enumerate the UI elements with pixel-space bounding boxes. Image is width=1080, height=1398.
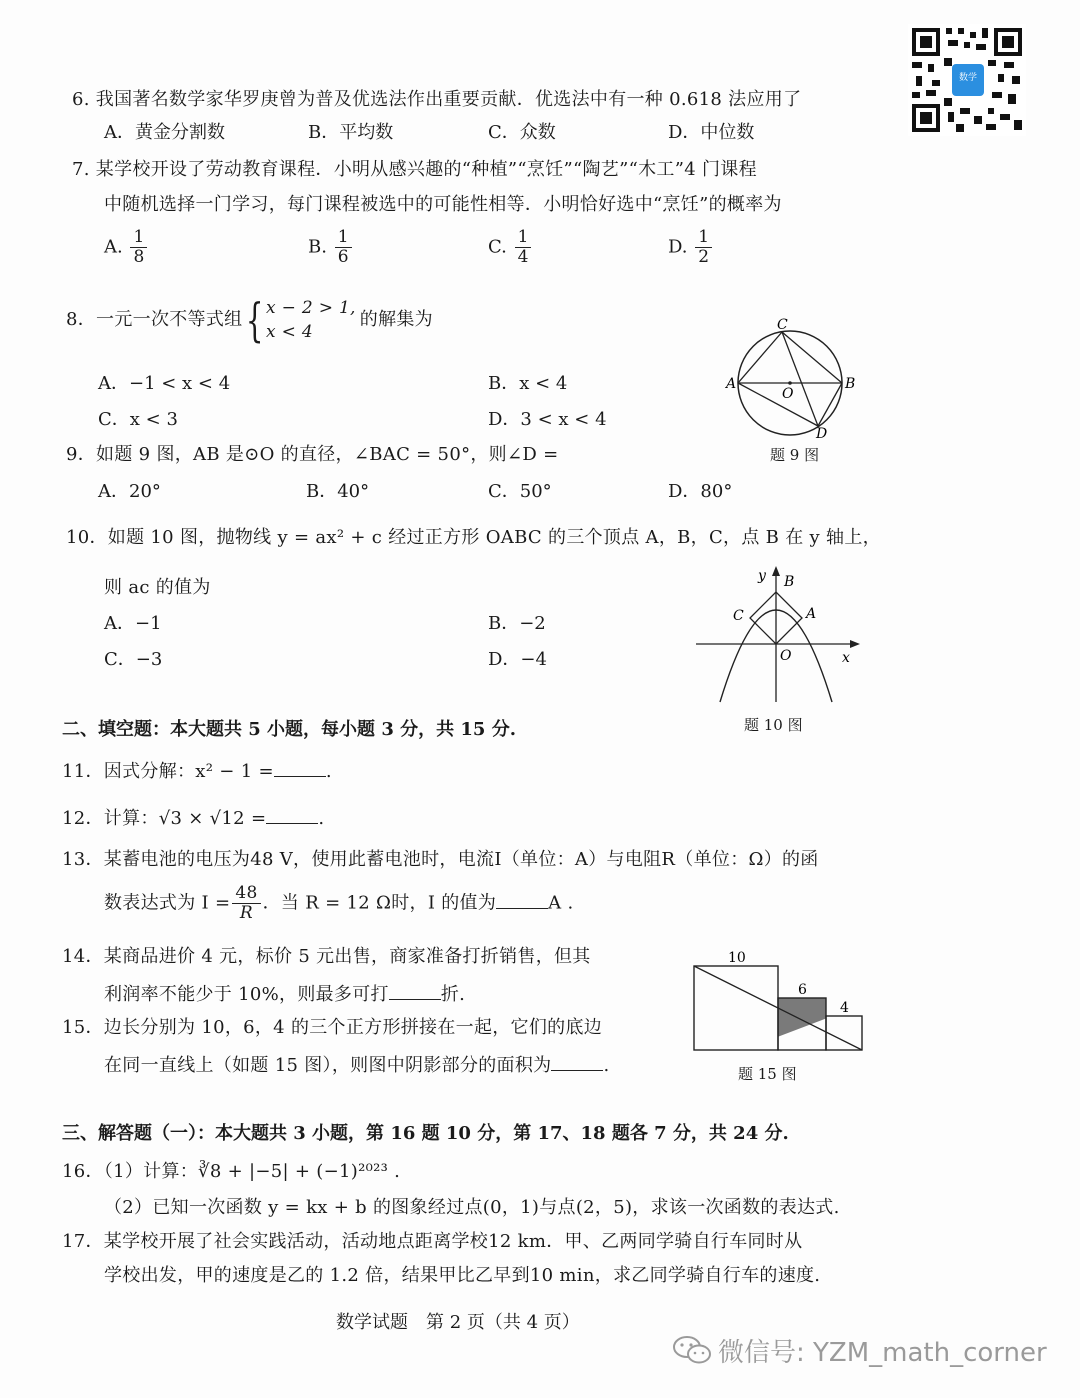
q15-stem-line2 bbox=[104, 1052, 609, 1078]
q7-option-c-letter: C. bbox=[488, 236, 507, 258]
q7-option-c-fraction bbox=[515, 228, 532, 267]
fig10-label-c: C bbox=[733, 608, 744, 624]
q14-stem-line1: 14．某商品进价 4 元，标价 5 元出售，商家准备打折销售，但其 bbox=[62, 946, 591, 967]
fig9-label-o: O bbox=[782, 386, 794, 402]
q12-answer-blank bbox=[266, 805, 318, 824]
fig15-label-4: 4 bbox=[840, 1000, 849, 1016]
q6-option-c: C．众数 bbox=[488, 122, 556, 143]
q11-end: . bbox=[325, 761, 332, 782]
wechat-icon bbox=[672, 1334, 712, 1366]
fig10-parabola-diagram bbox=[692, 562, 868, 704]
fig9-caption: 题 9 图 bbox=[770, 446, 820, 464]
q16-part1: 16．（1）计算：∛8 + |−5| + (−1)²⁰²³ . bbox=[62, 1161, 401, 1182]
q14-stem-line2 bbox=[104, 981, 465, 1007]
fig10-caption: 题 10 图 bbox=[744, 716, 803, 734]
q7-option-b bbox=[308, 228, 354, 267]
fig15-caption: 题 15 图 bbox=[738, 1065, 797, 1083]
q8-option-a: A．−1 < x < 4 bbox=[98, 373, 231, 394]
q9-option-d: D．80° bbox=[668, 481, 733, 502]
fig9-label-d: D bbox=[816, 426, 828, 442]
q7-option-d bbox=[668, 228, 714, 267]
q15-answer-blank bbox=[551, 1052, 603, 1071]
q13-fraction bbox=[232, 884, 260, 923]
q10-option-c: C．−3 bbox=[104, 649, 163, 670]
page-footer: 数学试题 第 2 页（共 4 页） bbox=[336, 1312, 580, 1333]
q15-stem: 在同一直线上（如题 15 图），则图中阴影部分的面积为 bbox=[104, 1055, 552, 1076]
qr-center-label: 数学 bbox=[958, 73, 978, 83]
fig15-label-6: 6 bbox=[798, 982, 807, 998]
q8-option-b: B．x < 4 bbox=[488, 373, 568, 394]
frac-den: 4 bbox=[517, 247, 529, 267]
q7-option-d-letter: D. bbox=[668, 236, 688, 258]
q10-option-a: A．−1 bbox=[104, 613, 162, 634]
fig9-label-b: B bbox=[845, 376, 856, 392]
q13-stem-post: ．当 R = 12 Ω时，I 的值为 bbox=[262, 892, 497, 914]
q7-option-a-letter: A. bbox=[104, 236, 123, 258]
fig10-label-x: x bbox=[842, 650, 850, 666]
q14-answer-blank bbox=[389, 981, 441, 1000]
q7-option-b-letter: B. bbox=[308, 236, 327, 258]
q8-inequality-system bbox=[266, 296, 356, 344]
section2-heading: 二、填空题：本大题共 5 小题，每小题 3 分，共 15 分. bbox=[62, 719, 516, 740]
fig10-label-a: A bbox=[806, 606, 817, 622]
q8-stem-pre: 8．一元一次不等式组 bbox=[66, 309, 243, 330]
q10-option-b: B．−2 bbox=[488, 613, 546, 634]
q6-option-a: A．黄金分割数 bbox=[104, 122, 225, 143]
q6-option-d: D．中位数 bbox=[668, 122, 755, 143]
frac-den: 6 bbox=[337, 247, 349, 267]
frac-num: 1 bbox=[335, 228, 352, 248]
q7-option-b-fraction bbox=[335, 228, 352, 267]
fig10-label-y: y bbox=[758, 568, 766, 584]
q7-option-a-fraction bbox=[130, 228, 147, 267]
qr-code-icon bbox=[908, 24, 1026, 136]
q11 bbox=[62, 758, 332, 784]
q7-option-a bbox=[104, 228, 149, 267]
q15-end: . bbox=[603, 1055, 610, 1076]
q12 bbox=[62, 805, 324, 831]
fig15-squares-diagram bbox=[690, 944, 870, 1056]
q11-answer-blank bbox=[274, 758, 326, 777]
q8-stem bbox=[66, 293, 433, 347]
fig10-label-b: B bbox=[784, 574, 795, 590]
fig9-label-a: A bbox=[726, 376, 737, 392]
fig9-label-c: C bbox=[777, 318, 788, 333]
q8-inequality-1: x − 2 > 1, bbox=[266, 298, 356, 318]
q13-stem-line1: 13．某蓄电池的电压为48 V，使用此蓄电池时，电流I（单位：A）与电阻R（单位：Ω）的函 bbox=[62, 849, 819, 870]
q15-stem-line1: 15．边长分别为 10，6，4 的三个正方形拼接在一起，它们的底边 bbox=[62, 1017, 603, 1038]
frac-den: 8 bbox=[133, 247, 145, 267]
watermark-text: 微信号: YZM_math_corner bbox=[718, 1338, 1047, 1368]
brace-icon: { bbox=[246, 293, 265, 347]
q9-option-c: C．50° bbox=[488, 481, 552, 502]
frac-num: 1 bbox=[515, 228, 532, 248]
q8-inequality-2: x < 4 bbox=[266, 322, 313, 342]
q6-option-b: B．平均数 bbox=[308, 122, 394, 143]
q8-option-d: D．3 < x < 4 bbox=[488, 409, 607, 430]
frac-den: 2 bbox=[698, 247, 710, 267]
q17-stem-line1: 17．某学校开展了社会实践活动，活动地点距离学校12 km．甲、乙两同学骑自行车同时从 bbox=[62, 1231, 803, 1252]
frac-den: R bbox=[239, 903, 254, 923]
q6-stem: 6. 我国著名数学家华罗庚曾为普及优选法作出重要贡献．优选法中有一种 0.618 法应用了 bbox=[72, 89, 802, 110]
fig10-label-o: O bbox=[780, 648, 792, 664]
fig15-label-10: 10 bbox=[728, 950, 746, 966]
fig9-circle-diagram bbox=[724, 318, 864, 442]
q12-end: . bbox=[318, 808, 325, 829]
q8-option-c: C．x < 3 bbox=[98, 409, 178, 430]
q9-option-b: B．40° bbox=[306, 481, 370, 502]
q9-stem: 9．如题 9 图，AB 是⊙O 的直径，∠BAC = 50°，则∠D = bbox=[66, 444, 559, 465]
q9-option-a: A．20° bbox=[98, 481, 161, 502]
q17-stem-line2: 学校出发，甲的速度是乙的 1.2 倍，结果甲比乙早到10 min，求乙同学骑自行车的速度. bbox=[104, 1265, 821, 1286]
q7-option-d-fraction bbox=[695, 228, 712, 267]
q14-stem: 利润率不能少于 10%，则最多可打 bbox=[104, 984, 389, 1005]
q13-stem-pre: 数表达式为 I = bbox=[104, 892, 231, 914]
q13-end: A . bbox=[548, 892, 574, 914]
q10-stem-line1: 10．如题 10 图，抛物线 y = ax² + c 经过正方形 OABC 的三个顶点 A，B，C，点 B 在 y 轴上， bbox=[66, 527, 881, 548]
q12-stem: 12．计算：√3 × √12 = bbox=[62, 808, 267, 829]
q10-option-d: D．−4 bbox=[488, 649, 547, 670]
q8-stem-post: 的解集为 bbox=[359, 309, 433, 330]
section3-heading: 三、解答题（一）：本大题共 3 小题，第 16 题 10 分，第 17、18 题各 7 分，共 24 分. bbox=[62, 1123, 789, 1144]
q7-stem-line2: 中随机选择一门学习，每门课程被选中的可能性相等．小明恰好选中“烹饪”的概率为 bbox=[104, 194, 782, 215]
frac-num: 1 bbox=[695, 228, 712, 248]
q7-option-c bbox=[488, 228, 533, 267]
q13-stem-line2 bbox=[104, 884, 574, 923]
q16-part2: （2）已知一次函数 y = kx + b 的图象经过点(0，1)与点(2，5)，求该一次函数的表达式. bbox=[104, 1197, 840, 1218]
frac-num: 1 bbox=[130, 228, 147, 248]
q11-stem: 11．因式分解：x² − 1 = bbox=[62, 761, 274, 782]
frac-num: 48 bbox=[232, 884, 260, 904]
q10-stem-line2: 则 ac 的值为 bbox=[104, 577, 211, 598]
q7-stem-line1: 7. 某学校开设了劳动教育课程．小明从感兴趣的“种植”“烹饪”“陶艺”“木工”4 门课程 bbox=[72, 159, 757, 180]
q13-answer-blank bbox=[496, 890, 548, 909]
q14-end: 折. bbox=[440, 984, 466, 1005]
